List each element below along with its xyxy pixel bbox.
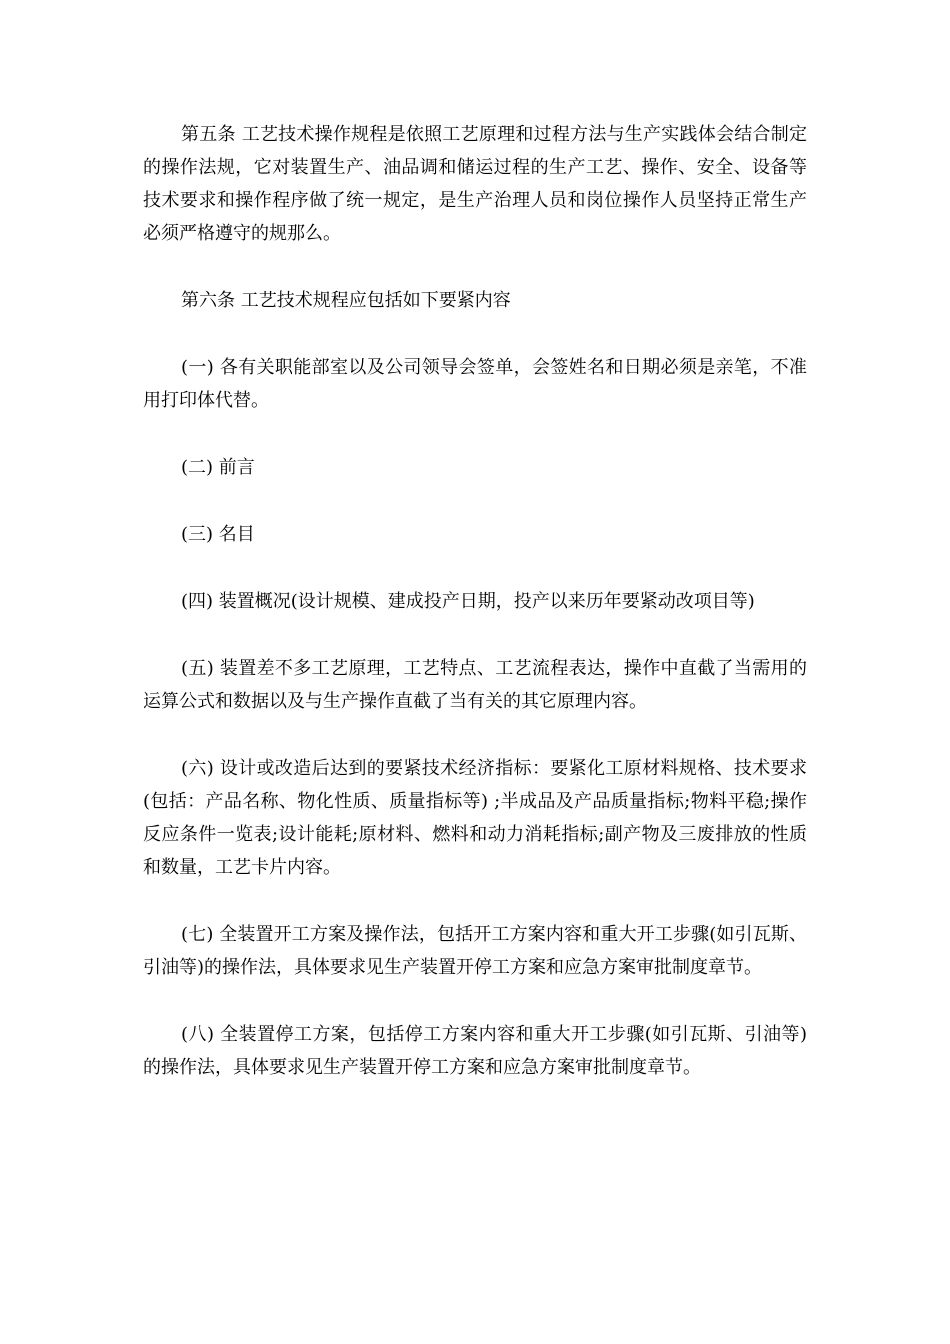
article-5-paragraph: 第五条 工艺技术操作规程是依照工艺原理和过程方法与生产实践体会结合制定的操作法规，它对装置生产、油品调和储运过程的生产工艺、操作、安全、设备等技术要求和操作程序做了统一规定，是生产治理人员和岗位操作人员坚持正常生产必须严格遵守的规那么。 <box>143 124 807 244</box>
item-4-paragraph: (四) 装置概况(设计规模、建成投产日期，投产以来历年要紧动改项目等) <box>181 591 755 612</box>
item-8-paragraph: (八) 全装置停工方案，包括停工方案内容和重大开工步骤(如引瓦斯、引油等)的操作法，具体要求见生产装置开停工方案和应急方案审批制度章节。 <box>143 1024 807 1078</box>
item-2-paragraph: (二) 前言 <box>181 457 255 478</box>
item-7-paragraph: (七) 全装置开工方案及操作法，包括开工方案内容和重大开工步骤(如引瓦斯、引油等)的操作法，具体要求见生产装置开停工方案和应急方案审批制度章节。 <box>143 924 807 978</box>
item-6-paragraph: (六) 设计或改造后达到的要紧技术经济指标：要紧化工原材料规格、技术要求 (包括：产品名称、物化性质、质量指标等) ;半成品及产品质量指标;物料平稳;操作反应条件一览表;设计能耗;原材料、燃料和动力消耗指标;副产物及三废排放的性质和数量，工艺卡片内容。 <box>143 758 807 878</box>
document-body <box>143 118 807 1118</box>
article-6-heading: 第六条 工艺技术规程应包括如下要紧内容 <box>181 290 511 311</box>
item-3-paragraph: (三) 名目 <box>181 524 255 545</box>
item-5-paragraph: (五) 装置差不多工艺原理，工艺特点、工艺流程表达，操作中直截了当需用的运算公式和数据以及与生产操作直截了当有关的其它原理内容。 <box>143 658 807 712</box>
item-1-paragraph: (一) 各有关职能部室以及公司领导会签单，会签姓名和日期必须是亲笔，不准用打印体代替。 <box>143 357 807 411</box>
